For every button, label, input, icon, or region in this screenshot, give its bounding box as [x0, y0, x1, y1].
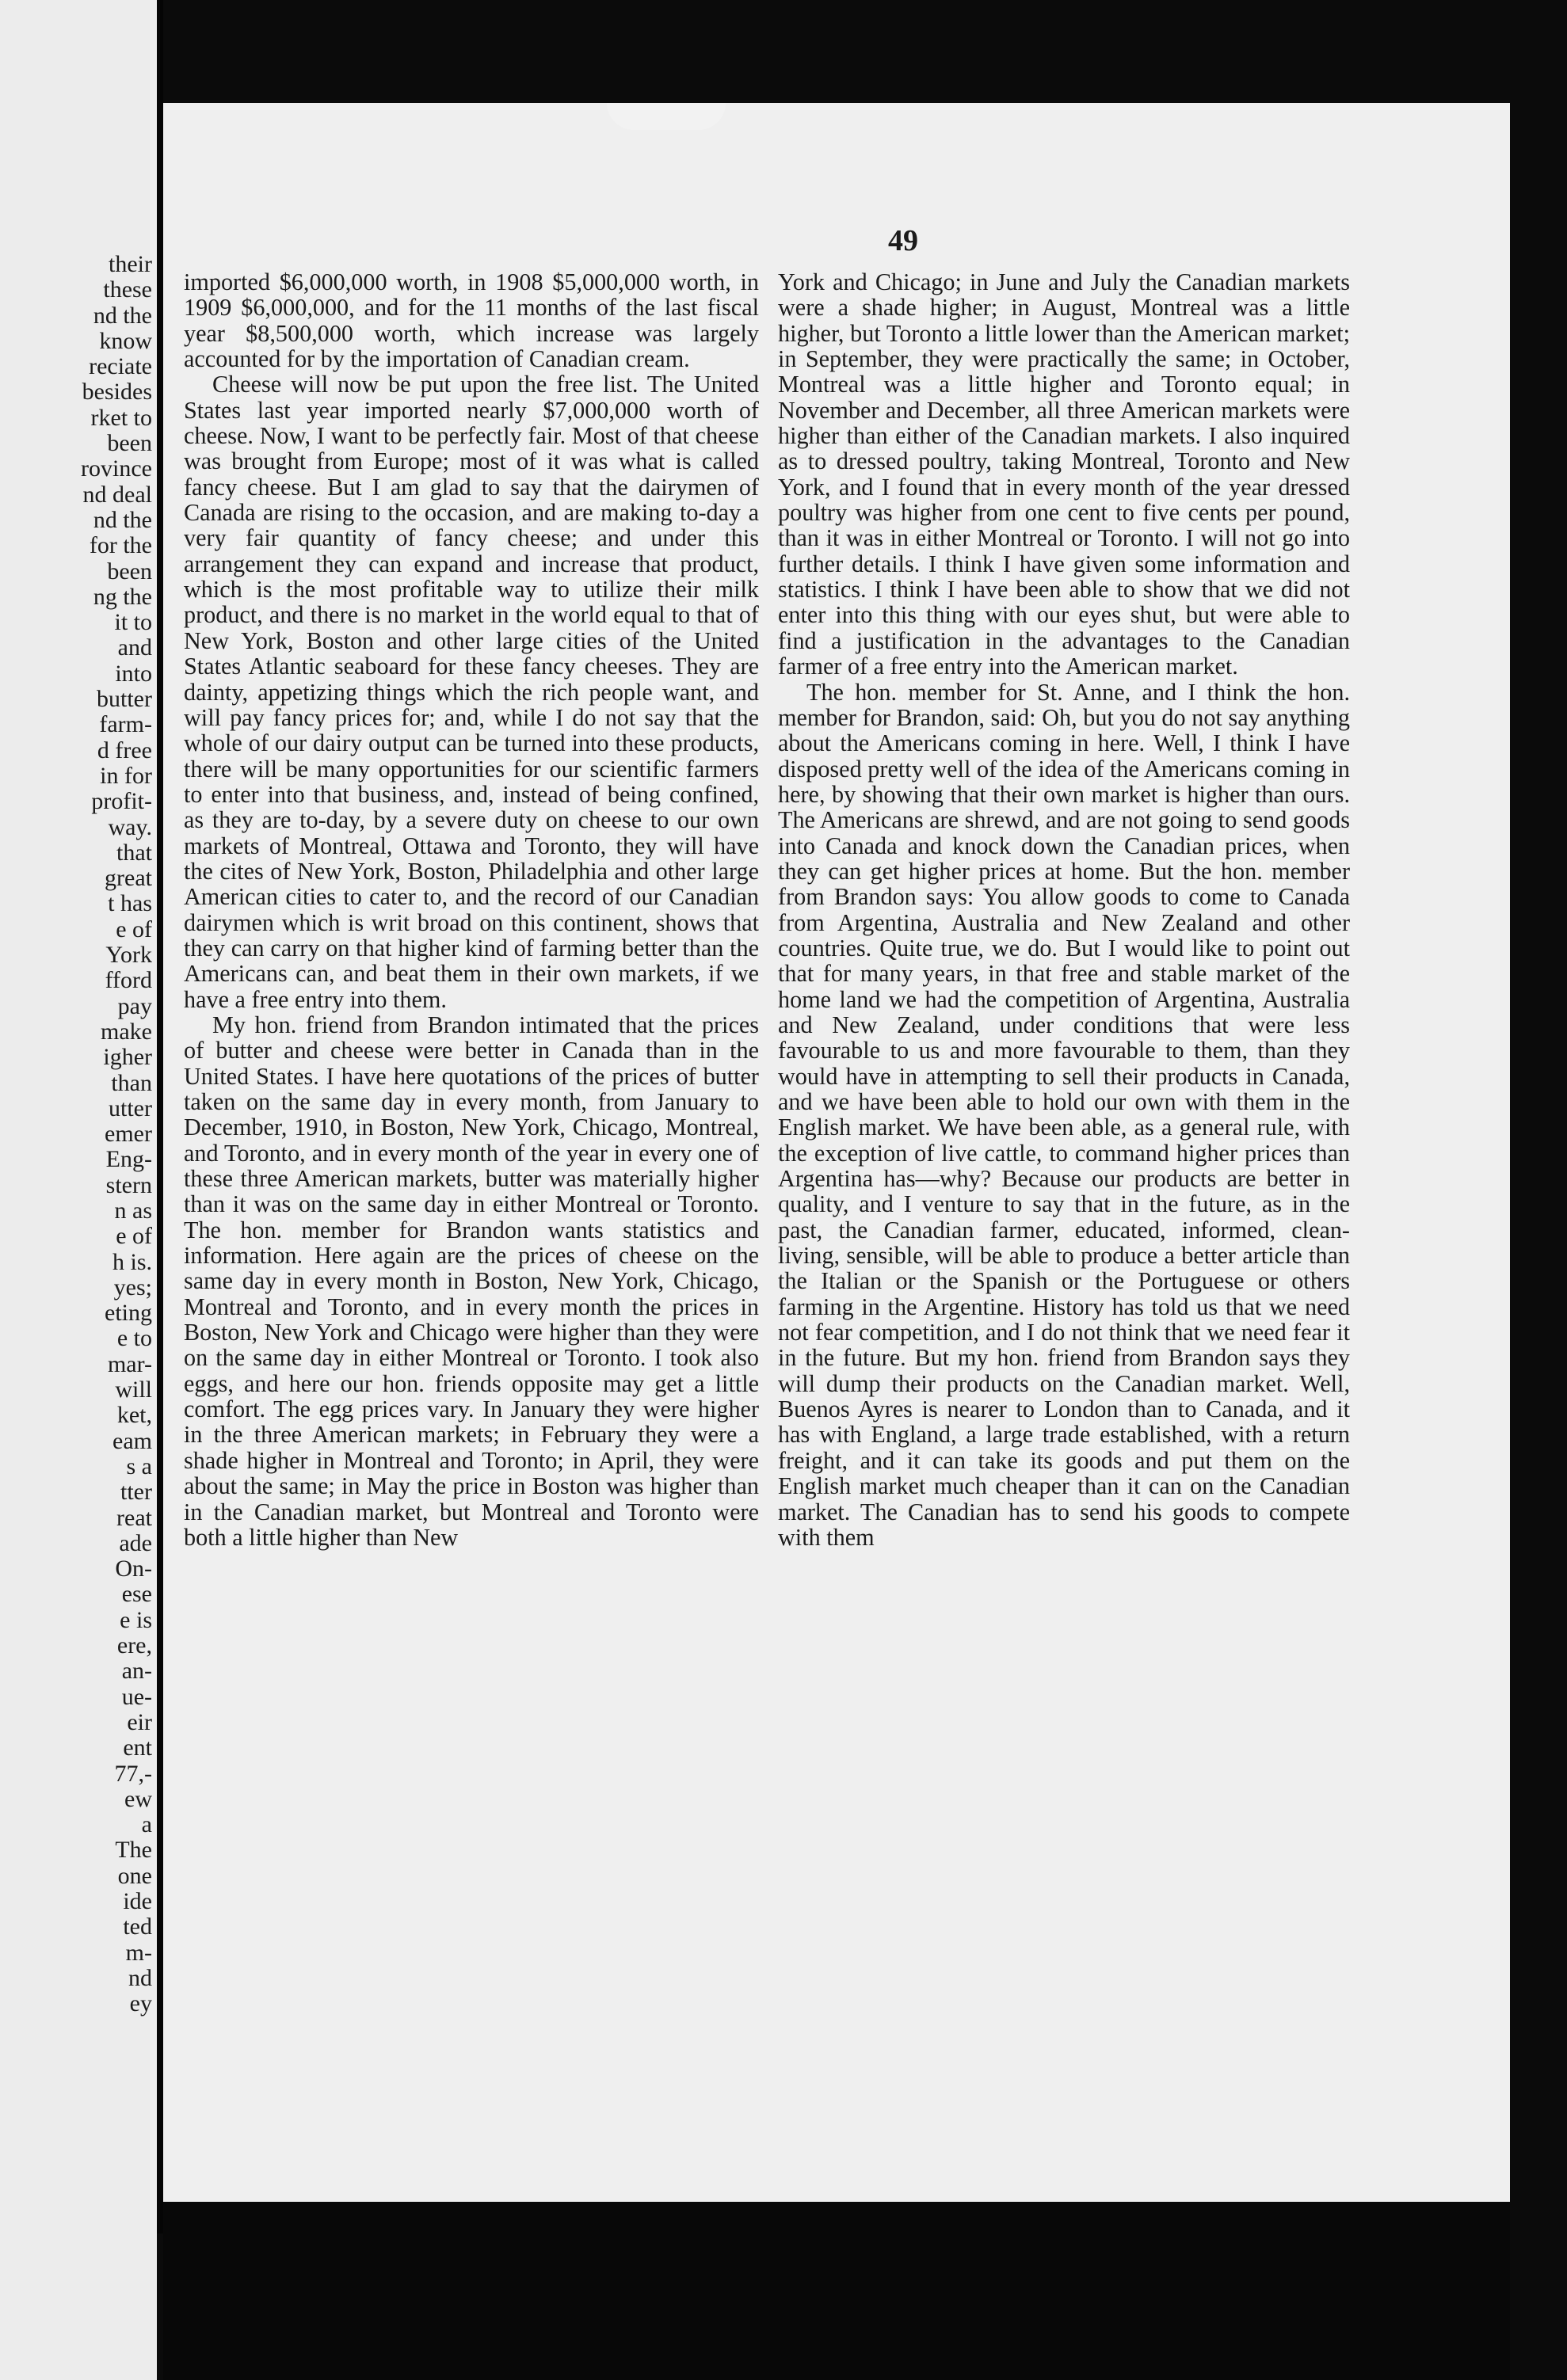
- document-page: [163, 103, 1510, 2202]
- right-column: [778, 269, 1350, 1550]
- margin-fragment: rket to: [90, 404, 152, 431]
- margin-fragment: ted: [123, 1914, 152, 1940]
- scan-blemish: [607, 103, 726, 130]
- margin-fragment: e of: [116, 916, 152, 942]
- margin-fragment: eting: [105, 1300, 152, 1327]
- margin-fragment: nd: [128, 1964, 152, 1991]
- margin-fragment: Eng-: [105, 1146, 152, 1173]
- margin-fragment: profit-: [91, 788, 152, 815]
- margin-fragment: nd the: [93, 506, 152, 533]
- paragraph: York and Chicago; in June and July the Canadian markets were a shade higher; in August, Montreal was a little higher, but Toronto a little lower than the American market; in September, they were practically the same; in October, Montreal was a little higher and Toronto equal; in November and December, all three American markets were higher than either of the Canadian markets. I also inquired as to dressed poultry, taking Montreal, Toronto and New York, and I found that in every month of the year dressed poultry was higher from one cent to five cents per pound, than it was in either Montreal or Toronto. I will not go into further details. I think I have given some information and statistics. I think I have been able to show that we did not enter into this thing with our eyes shut, but were able to find a justification in the advantages to the Canadian farmer of a free entry into the American market.: [778, 268, 1350, 680]
- margin-fragment: ew: [124, 1785, 152, 1812]
- margin-fragment: that: [116, 839, 152, 866]
- margin-fragment: pay: [117, 992, 152, 1019]
- margin-fragment: h is.: [112, 1248, 152, 1275]
- paragraph: My hon. friend from Brandon intimated that the prices of butter and cheese were better in Canada than in the United States. I have here quotations of the prices of butter taken on the same day in every month, from January to December, 1910, in Boston, New York, Chicago, Montreal, and Toronto, and in every month of the year in every one of these three American markets, butter was materially higher than it was on the same day in either Montreal or Toronto. The hon. member for Brandon wants statistics and information. Here again are the prices of cheese on the same day in every month in Boston, New York, Chicago, Montreal and Toronto, and in every month the prices in Boston, New York and Chicago were higher than they were on the same day in either Montreal or Toronto. I took also eggs, and here our hon. friends opposite may get a little comfort. The egg prices vary. In January they were higher in the three American markets; in February they were a shade higher in Montreal and Toronto; in April, they were about the same; in May the price in Boston was higher than in the Canadian market, but Montreal and Toronto were both a little higher than New: [184, 1011, 759, 1551]
- margin-fragment: ket,: [116, 1402, 152, 1429]
- margin-fragment: ade: [119, 1529, 152, 1556]
- margin-fragment: eir: [127, 1708, 152, 1735]
- paragraph: The hon. member for St. Anne, and I think the hon. member for Brandon, said: Oh, but you do not say anything about the Americans coming in here. Well, I think I have disposed pretty well of the idea of the Americans coming in here, by showing that their own market is higher than ours. The Americans are shrewd, and are not going to send goods into Canada and knock down the Canadian prices, when they can get higher prices at home. But the hon. member from Brandon says: You allow goods to come to Canada from Argentina, Australia and New Zealand and other countries. Quite true, we do. But I would like to point out that for many years, in that free and stable market of the home land we had the competition of Argentina, Australia and New Zealand, under conditions that were less favourable to us and more favourable to them, than they would have in attempting to sell their products in Canada, and we have been able to hold our own with them in the English market. We have been able, as a general rule, with the exception of live cattle, to command higher prices than Argentina has—why? Because our products are better in quality, and I venture to say that in the future, as in the past, the Canadian farmer, educated, informed, clean-living, sensible, will be able to produce a better article than the Italian or the Spanish or the Portuguese or others farming in the Argentine. History has told us that we need not fear competition, and I do not think that we need fear it in the future. But my hon. friend from Brandon says they will dump their products on the Canadian market. Well, Buenos Ayres is nearer to London than to Canada, and it has with England, a large trade established, with a return freight, and it can take its goods and put them on the English market much cheaper than it can on the Canadian market. The Canadian has to send his goods to compete with them: [778, 678, 1350, 1551]
- page-number: 49: [888, 224, 918, 257]
- margin-fragment: make: [101, 1018, 152, 1045]
- margin-fragment: been: [107, 558, 152, 585]
- margin-fragment: an-: [121, 1658, 152, 1685]
- margin-fragment: it to: [114, 609, 152, 636]
- left-column: [184, 269, 759, 1550]
- margin-fragment: rovince: [81, 455, 152, 482]
- margin-fragment: reat: [116, 1504, 152, 1531]
- margin-fragment: one: [117, 1862, 152, 1889]
- margin-fragment: these: [103, 276, 152, 303]
- margin-fragment: 77,-: [114, 1760, 152, 1787]
- adjacent-page-fragments: [81, 252, 152, 2016]
- margin-fragment: nd the: [93, 302, 152, 329]
- margin-fragment: ere,: [116, 1632, 152, 1659]
- margin-fragment: eam: [112, 1427, 152, 1454]
- margin-fragment: ng the: [93, 583, 152, 610]
- adjacent-page-strip: [0, 0, 157, 2380]
- margin-fragment: ent: [123, 1735, 152, 1761]
- margin-fragment: way.: [108, 813, 152, 840]
- page-gutter: [157, 0, 163, 2233]
- margin-fragment: e of: [116, 1223, 152, 1250]
- margin-fragment: ese: [121, 1581, 152, 1608]
- margin-fragment: igher: [103, 1044, 152, 1071]
- margin-fragment: fford: [105, 967, 152, 994]
- margin-fragment: t has: [108, 890, 152, 917]
- margin-fragment: great: [105, 865, 152, 892]
- paragraph: imported $6,000,000 worth, in 1908 $5,000,000 worth, in 1909 $6,000,000, and for the 11 months of the last fiscal year $8,500,000 worth, which increase was largely accounted for by the importation of Canadian cream.: [184, 268, 759, 373]
- scan-border: [163, 2202, 1510, 2380]
- margin-fragment: farm-: [99, 711, 152, 738]
- paragraph: Cheese will now be put upon the free list. The United States last year imported nearly $7,000,000 worth of cheese. Now, I want to be perfectly fair. Most of that cheese was brought from Europe; most of it was what is called fancy cheese. But I am glad to say that the dairymen of Canada are rising to the occasion, and are making to-day a very fair quantity of fancy cheese; and under this arrangement they can expand and increase that product, which is the most profitable way to utilize their milk product, and there is no market in the world equal to that of New York, Boston and other large cities of the United States Atlantic seaboard for these fancy cheeses. They are dainty, appetizing things which the rich people want, and will pay fancy prices for; and, while I do not say that the whole of our dairy output can be turned into these products, there will be many opportunities for our scientific farmers to enter into that business, and, instead of being confined, as they are to-day, by a severe duty on cheese to our own markets of Montreal, Ottawa and Toronto, they will have the cites of New York, Boston, Philadelphia and other large American cities to cater to, and the record of our Canadian dairymen which is writ broad on this continent, shows that they can carry on that higher kind of farming better than the Americans can, and beat them in their own markets, if we have a free entry into them.: [184, 371, 759, 1013]
- margin-fragment: into: [115, 660, 152, 687]
- margin-fragment: butter: [97, 686, 152, 713]
- margin-fragment: York: [105, 942, 152, 969]
- margin-fragment: for the: [89, 532, 152, 559]
- margin-fragment: been: [107, 430, 152, 457]
- margin-fragment: know: [99, 327, 152, 354]
- margin-fragment: in for: [100, 762, 152, 789]
- margin-fragment: stern: [105, 1171, 152, 1198]
- margin-fragment: besides: [82, 379, 152, 406]
- margin-fragment: s a: [126, 1453, 152, 1479]
- margin-fragment: nd deal: [82, 481, 152, 508]
- margin-fragment: ide: [123, 1888, 152, 1914]
- margin-fragment: On-: [115, 1556, 152, 1582]
- margin-fragment: d free: [97, 737, 152, 764]
- margin-fragment: emer: [105, 1121, 152, 1148]
- margin-fragment: utter: [109, 1095, 152, 1121]
- margin-fragment: ey: [129, 1990, 152, 2017]
- margin-fragment: their: [109, 251, 152, 277]
- margin-fragment: e is: [120, 1606, 152, 1633]
- margin-fragment: reciate: [89, 353, 152, 380]
- margin-fragment: e to: [116, 1325, 152, 1352]
- margin-fragment: m-: [125, 1939, 152, 1966]
- margin-fragment: n as: [114, 1197, 152, 1224]
- margin-fragment: and: [117, 634, 152, 661]
- margin-fragment: tter: [120, 1479, 152, 1506]
- margin-fragment: The: [115, 1837, 152, 1864]
- margin-fragment: than: [111, 1069, 152, 1096]
- margin-fragment: yes;: [113, 1274, 152, 1300]
- margin-fragment: will: [115, 1377, 152, 1403]
- margin-fragment: ue-: [121, 1683, 152, 1710]
- margin-fragment: a: [141, 1811, 152, 1838]
- margin-fragment: mar-: [107, 1350, 152, 1377]
